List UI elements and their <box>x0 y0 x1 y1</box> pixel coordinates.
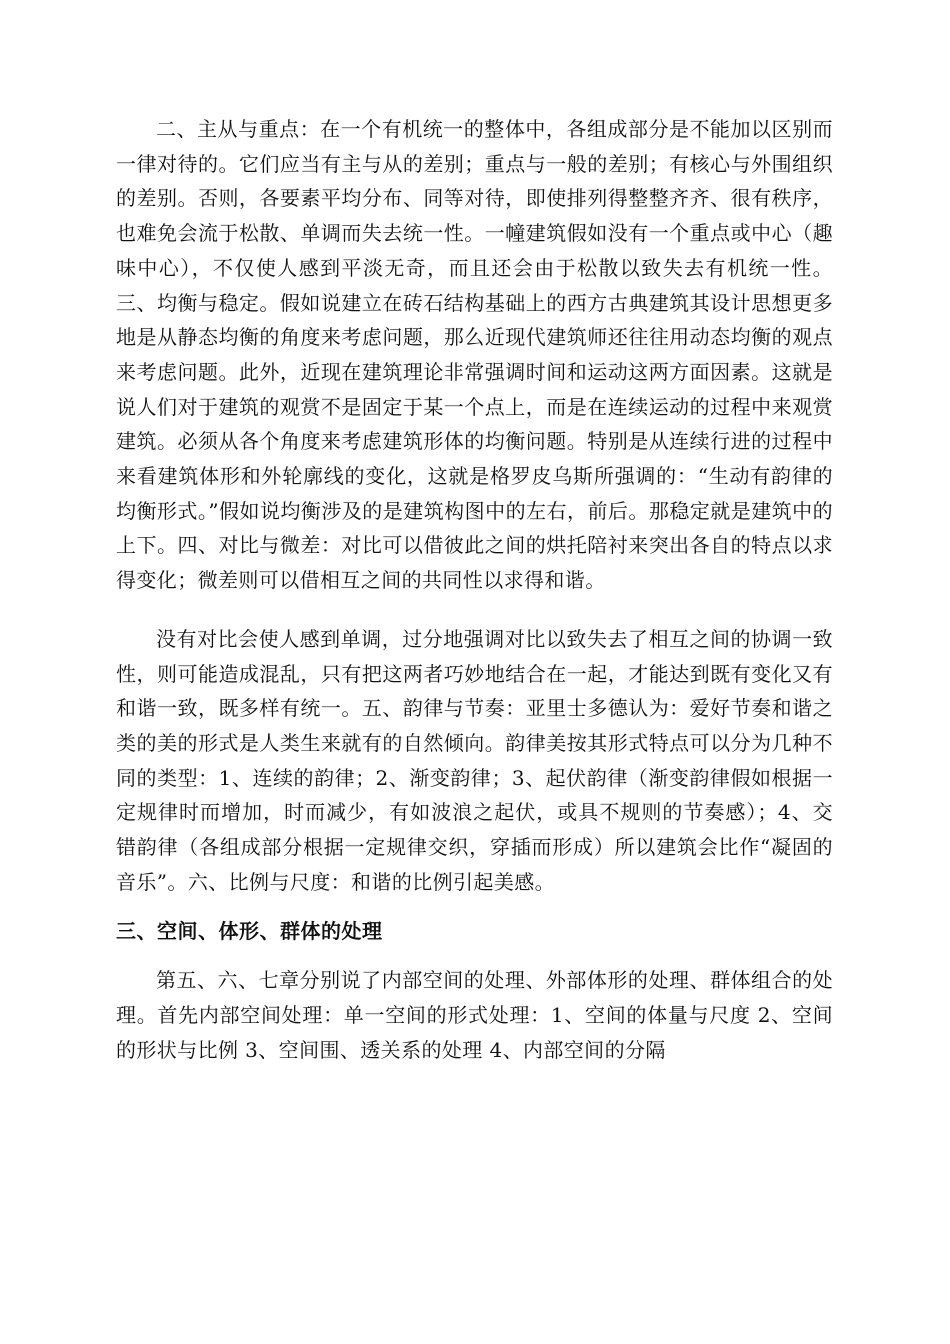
body-paragraph-1: 二、主从与重点：在一个有机统一的整体中，各组成部分是不能加以区别而一律对待的。它们应当有主与从的差别；重点与一般的差别；有核心与外围组织的差别。否则，各要素平均分布、同等对待，即使排列得整整齐齐、很有秩序，也难免会流于松散、单调而失去统一性。一幢建筑假如没有一个重点或中心（趣味中心），不仅使人感到平淡无奇，而且还会由于松散以致失去有机统一性。三、均衡与稳定。假如说建立在砖石结构基础上的西方古典建筑其设计思想更多地是从静态均衡的角度来考虑问题，那么近现代建筑师还往往用动态均衡的观点来考虑问题。此外，近现在建筑理论非常强调时间和运动这两方面因素。这就是说人们对于建筑的观赏不是固定于某一个点上，而是在连续运动的过程中来观赏建筑。必须从各个角度来考虑建筑形体的均衡问题。特别是从连续行进的过程中来看建筑体形和外轮廓线的变化，这就是格罗皮乌斯所强调的：“生动有韵律的均衡形式。”假如说均衡涉及的是建筑构图中的左右，前后。那稳定就是建筑中的上下。四、对比与微差：对比可以借彼此之间的烘托陪衬来突出各自的特点以求得变化；微差则可以借相互之间的共同性以求得和谐。 <box>116 117 833 593</box>
document-page <box>116 112 833 1068</box>
body-paragraph-2: 没有对比会使人感到单调，过分地强调对比以致失去了相互之间的协调一致性，则可能造成混乱，只有把这两者巧妙地结合在一起，才能达到既有变化又有和谐一致，既多样有统一。五、韵律与节奏：亚里士多德认为：爱好节奏和谐之类的美的形式是人类生来就有的自然倾向。韵律美按其形式特点可以分为几种不同的类型：1、连续的韵律；2、渐变韵律；3、起伏韵律（渐变韵律假如根据一定规律时而增加，时而减少，有如波浪之起伏，或具不规则的节奏感）；4、交错韵律（各组成部分根据一定规律交织，穿插而形成）所以建筑会比作“凝固的音乐”。六、比例与尺度：和谐的比例引起美感。 <box>116 626 833 894</box>
body-paragraph-3: 第五、六、七章分别说了内部空间的处理、外部体形的处理、群体组合的处理。首先内部空间处理：单一空间的形式处理：1、空间的体量与尺度 2、空间的形状与比例 3、空间围、透关系的处理 4、内部空间的分隔 <box>116 968 833 1062</box>
section-heading: 三、空间、体形、群体的处理 <box>116 919 383 944</box>
